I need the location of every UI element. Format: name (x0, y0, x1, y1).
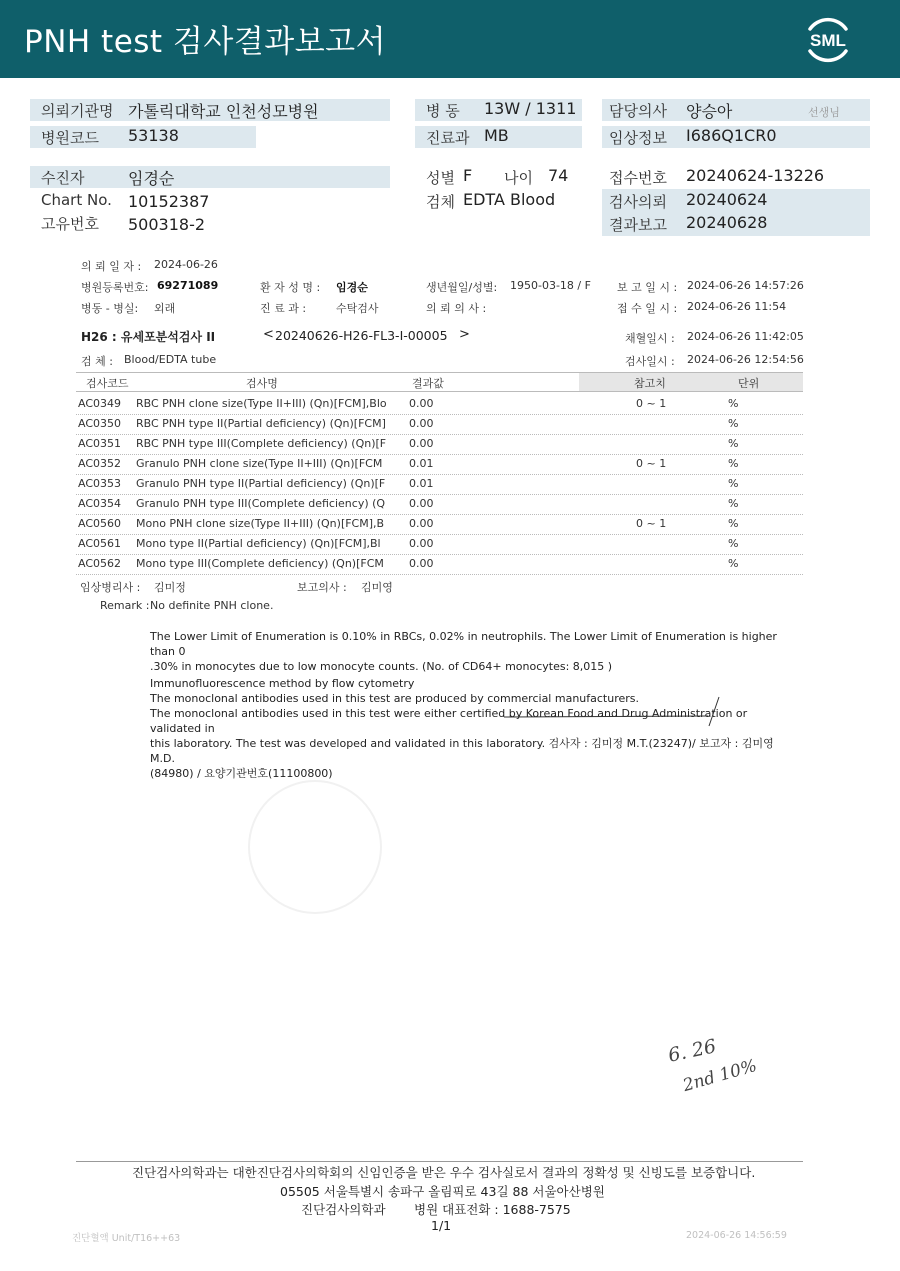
row-ref: 0 ~ 1 (636, 397, 667, 410)
clinical-label: 임상정보 (609, 129, 667, 147)
row-code: AC0562 (78, 557, 122, 570)
receipt-dt: 2024-06-26 11:54 (687, 300, 787, 313)
institution-label: 의뢰기관명 (41, 102, 114, 120)
method-line-5: (84980) / 요양기관번호(11100800) (150, 767, 333, 780)
row-unit: % (728, 457, 739, 470)
doctor-label: 담당의사 (609, 102, 667, 120)
report-dt: 2024-06-26 14:57:26 (687, 279, 804, 292)
reg-no: 69271089 (157, 279, 219, 292)
row-code: AC0349 (78, 397, 122, 410)
row-unit: % (728, 417, 739, 430)
method-line-2: The monoclonal antibodies used in this test are produced by commercial manufacturers. (150, 692, 640, 705)
row-name: Mono type II(Partial deficiency) (Qn)[FCM],Bl (136, 537, 381, 550)
row-code: AC0352 (78, 457, 122, 470)
row-code: AC0351 (78, 437, 122, 450)
row-code: AC0560 (78, 517, 122, 530)
page-number: 1/1 (431, 1218, 452, 1233)
requester-label: 의 뢰 의 사 : (426, 302, 487, 315)
scanned-report (76, 248, 806, 1248)
patient-label: 수진자 (41, 169, 85, 187)
reg-no-label: 병원등록번호: (81, 281, 149, 294)
report-dt-label: 보 고 일 시 : (617, 281, 678, 294)
enumeration-note (150, 629, 790, 674)
row-result: 0.00 (409, 397, 434, 410)
watermark-seal (248, 780, 382, 914)
sex-label: 성별 (426, 169, 455, 187)
hospital-address: 05505 서울특별시 송파구 올림픽로 43길 88 서울아산병원 (280, 1184, 605, 1199)
row-ref: 0 ~ 1 (636, 457, 667, 470)
row-unit: % (728, 557, 739, 570)
unique-label: 고유번호 (41, 215, 99, 233)
report-value: 20240628 (686, 213, 768, 232)
table-row (76, 514, 803, 535)
row-code: AC0561 (78, 537, 122, 550)
remark-label: Remark : (100, 599, 150, 612)
col-unit: 단위 (738, 377, 760, 390)
faint-unit-code: 진단혈액 Unit/T16++63 (72, 1233, 181, 1244)
row-name: RBC PNH clone size(Type II+III) (Qn)[FCM],Blo (136, 397, 387, 410)
ref-header-bg (579, 373, 803, 391)
request-date-label: 의 뢰 일 자 : (81, 260, 142, 273)
row-unit: % (728, 477, 739, 490)
request-value: 20240624 (686, 190, 768, 209)
hospital-code-label: 병원코드 (41, 129, 99, 147)
specimen-value: EDTA Blood (463, 190, 556, 209)
dept-value: MB (484, 126, 509, 145)
handwritten-initials: 2nd 10% (680, 1055, 760, 1097)
row-result: 0.00 (409, 417, 434, 430)
receipt-label: 접수번호 (609, 169, 667, 187)
table-row (76, 554, 803, 575)
request-label: 검사의뢰 (609, 193, 667, 211)
receipt-dt-label: 접 수 일 시 : (617, 302, 678, 315)
footer-dept: 진단검사의학과 (301, 1202, 386, 1217)
clin-path-label: 임상병리사 : (80, 581, 141, 594)
footer-divider (76, 1161, 803, 1162)
row-code: AC0354 (78, 497, 122, 510)
reporter: 김미영 (361, 581, 393, 594)
row-code: AC0350 (78, 417, 122, 430)
patient-name-label: 환 자 성 명 : (260, 281, 321, 294)
row-ref: 0 ~ 1 (636, 517, 667, 530)
enumeration-line-2: .30% in monocytes due to low monocyte counts. (No. of CD64+ monocytes: 8,015 ) (150, 660, 613, 673)
request-date: 2024-06-26 (154, 258, 218, 271)
receipt-value: 20240624-13226 (686, 166, 825, 185)
table-row (76, 494, 803, 515)
results-table-header (76, 372, 803, 392)
row-result: 0.01 (409, 477, 434, 490)
row-unit: % (728, 517, 739, 530)
col-code: 검사코드 (86, 377, 129, 390)
doctor-suffix: 선생님 (808, 106, 840, 119)
clin-path: 김미정 (154, 581, 186, 594)
table-row (76, 394, 803, 415)
dept-label-r: 진 료 과 : (260, 302, 307, 315)
specimen-r: Blood/EDTA tube (124, 353, 217, 366)
specimen-label: 검체 (426, 193, 455, 211)
row-code: AC0353 (78, 477, 122, 490)
col-result: 결과값 (412, 377, 444, 390)
method-line-1: Immunofluorescence method by flow cytometry (150, 677, 415, 690)
barcode-number: 20240626-H26-FL3-I-00005 (275, 328, 448, 343)
row-name: Mono PNH clone size(Type II+III) (Qn)[FCM],B (136, 517, 385, 530)
doctor-value: 양승아 (686, 102, 733, 121)
col-name: 검사명 (246, 377, 278, 390)
row-result: 0.00 (409, 497, 434, 510)
hospital-code-value: 53138 (128, 126, 179, 145)
page-title: PNH test 검사결과보고서 (24, 24, 387, 60)
row-name: Mono type III(Complete deficiency) (Qn)[FCM (136, 557, 384, 570)
report-label: 결과보고 (609, 216, 667, 234)
collect-dt: 2024-06-26 11:42:05 (687, 330, 804, 343)
sml-logo (800, 13, 856, 65)
method-line-4: this laboratory. The test was developed and validated in this laboratory. 검사자 : 김미정 M.T.(23247)/ 보고자 : 김미영 M.D. (150, 737, 774, 765)
ward-label: 병 동 (426, 102, 460, 120)
row-name: RBC PNH type II(Partial deficiency) (Qn)[FCM] (136, 417, 386, 430)
col-ref: 참고치 (634, 377, 666, 390)
row-unit: % (728, 397, 739, 410)
table-row (76, 534, 803, 555)
row-name: Granulo PNH clone size(Type II+III) (Qn)[FCM (136, 457, 383, 470)
ward-label-r: 병동 - 병실: (81, 302, 139, 315)
dob-label: 생년월일/성별: (426, 281, 498, 294)
dept-r: 수탁검사 (336, 302, 379, 315)
table-row (76, 474, 803, 495)
row-result: 0.00 (409, 537, 434, 550)
row-name: Granulo PNH type III(Complete deficiency) (Q (136, 497, 386, 510)
test-dt-label: 검사일시 : (625, 355, 675, 368)
pen-underline-marks (501, 694, 721, 750)
row-unit: % (728, 537, 739, 550)
ward-r: 외래 (154, 302, 176, 315)
patient-value: 임경순 (128, 169, 175, 188)
footer-phone: 병원 대표전화 : 1688-7575 (414, 1202, 571, 1217)
row-unit: % (728, 497, 739, 510)
remark-text: No definite PNH clone. (150, 599, 274, 612)
table-row (76, 454, 803, 475)
row-result: 0.00 (409, 557, 434, 570)
patient-name: 임경순 (336, 281, 368, 294)
certification-note: 진단검사의학과는 대한진단검사의학회의 신임인증을 받은 우수 검사실로서 결과의 정확성 및 신빙도를 보증합니다. (132, 1165, 756, 1180)
barcode-right-bracket: > (459, 327, 470, 342)
dob: 1950-03-18 / F (510, 279, 591, 292)
specimen-label-r: 검 체 : (81, 355, 113, 368)
handwritten-date: 6. 26 (666, 1035, 719, 1067)
row-result: 0.01 (409, 457, 434, 470)
logo-text: SML (810, 31, 846, 50)
chart-value: 10152387 (128, 192, 210, 211)
method-line-3: The monoclonal antibodies used in this test were either certified by Korean Food and Drug Administration or validated in (150, 707, 748, 735)
chart-label: Chart No. (41, 191, 112, 209)
institution-value: 가톨릭대학교 인천성모병원 (128, 102, 319, 121)
unique-value: 500318-2 (128, 215, 206, 234)
row-unit: % (728, 437, 739, 450)
table-row (76, 414, 803, 435)
row-name: RBC PNH type III(Complete deficiency) (Qn)[F (136, 437, 387, 450)
test-dt: 2024-06-26 12:54:56 (687, 353, 804, 366)
table-row (76, 434, 803, 455)
row-name: Granulo PNH type II(Partial deficiency) (Qn)[F (136, 477, 386, 490)
enumeration-line-1: The Lower Limit of Enumeration is 0.10% in RBCs, 0.02% in neutrophils. The Lower Limit of Enumeration is higher than 0 (150, 630, 777, 658)
barcode-left-bracket: < (263, 327, 274, 342)
age-value: 74 (548, 166, 569, 185)
sex-value: F (463, 166, 473, 185)
collect-label: 채혈일시 : (625, 332, 675, 345)
ward-value: 13W / 1311 (484, 99, 577, 118)
row-result: 0.00 (409, 517, 434, 530)
section-title: H26 : 유세포분석검사 II (81, 330, 216, 344)
age-label: 나이 (504, 169, 533, 187)
faint-timestamp: 2024-06-26 14:56:59 (686, 1230, 787, 1241)
dept-label: 진료과 (426, 129, 470, 147)
clinical-value: I686Q1CR0 (686, 126, 777, 145)
reporter-label: 보고의사 : (297, 581, 347, 594)
row-result: 0.00 (409, 437, 434, 450)
